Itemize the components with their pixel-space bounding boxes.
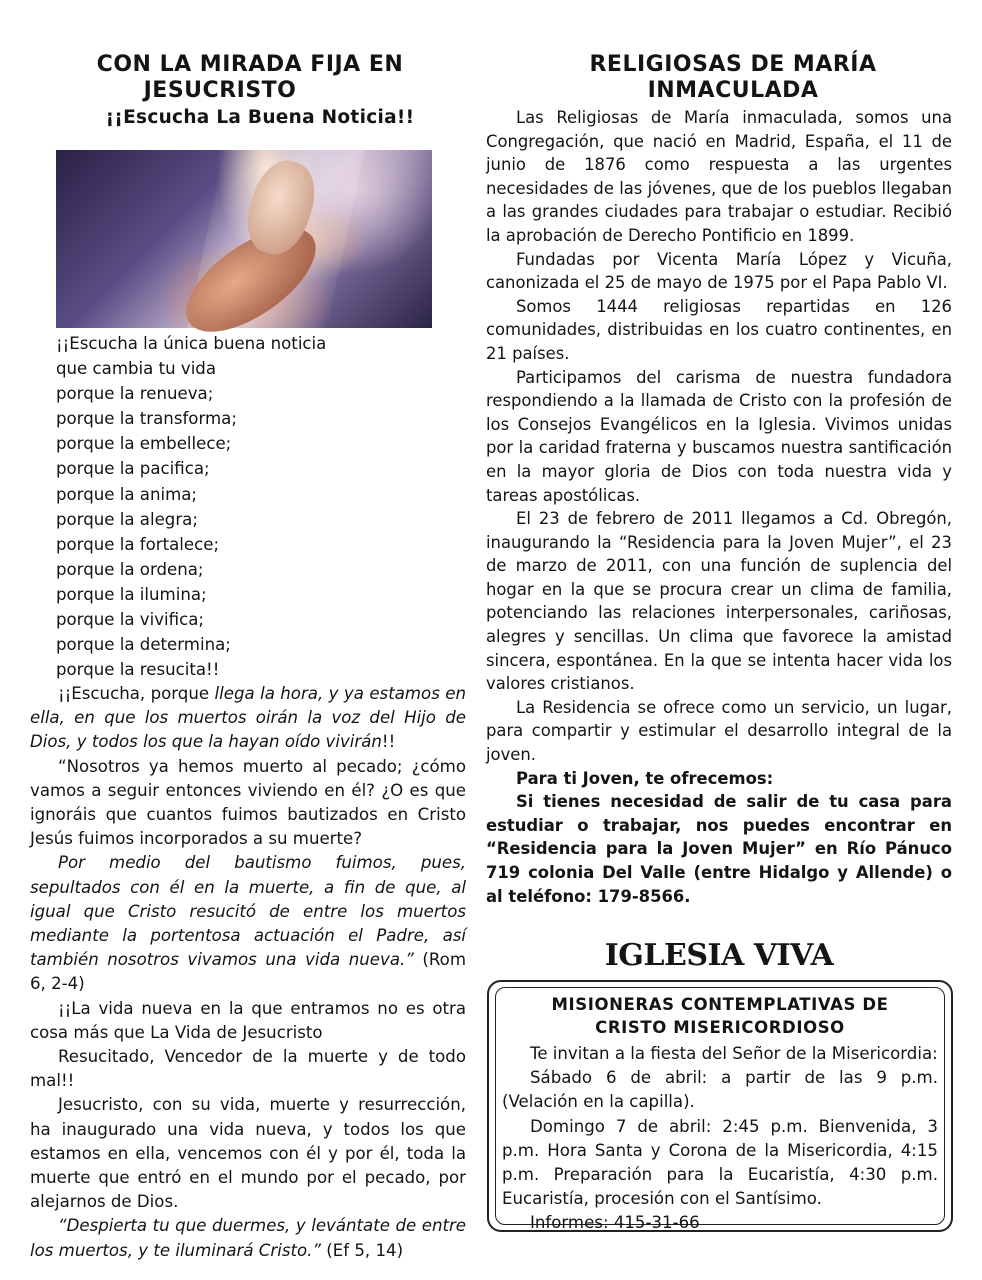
verse-line: porque la fortalece; bbox=[56, 534, 220, 554]
verse-line: porque la ilumina; bbox=[56, 584, 207, 604]
right-title-line1: RELIGIOSAS DE MARÍA bbox=[589, 52, 877, 77]
right-paragraph: Fundadas por Vicenta María López y Vicuña, canonizada el 25 de mayo de 1975 por el Papa Pablo VI. bbox=[486, 249, 952, 293]
verse-line: porque la embellece; bbox=[56, 434, 232, 454]
verse-line: porque la anima; bbox=[56, 484, 198, 504]
verse-line: porque la alegra; bbox=[56, 509, 198, 529]
offer-heading: Para ti Joven, te ofrecemos: bbox=[516, 768, 774, 788]
announcement-box bbox=[487, 980, 953, 1232]
box-contact: Informes: 415-31-66 bbox=[530, 1213, 700, 1233]
left-paragraph: Jesucristo, con su vida, muerte y resurrección, ha inaugurado una vida nueva, y todos los que estamos en ella, vencemos con él y por él, toda la muerte que entró en el mundo por el pecado, por alejarnos de Dios. bbox=[30, 1095, 466, 1212]
box-paragraph: Domingo 7 de abril: 2:45 p.m. Bienvenida, 3 p.m. Hora Santa y Corona de la Misericordia, 4:15 p.m. Preparación para la Eucaristía, 4:30 p.m. Eucaristía, procesión con el Santísimo. bbox=[502, 1116, 938, 1209]
verse-line: ¡¡Escucha la única buena noticia bbox=[56, 334, 327, 353]
verse-line: porque la pacifica; bbox=[56, 459, 210, 479]
left-article-title bbox=[30, 52, 470, 104]
verse-line: porque la determina; bbox=[56, 635, 231, 655]
box-title: MISIONERAS CONTEMPLATIVAS DE CRISTO MISERICORDIOSO bbox=[551, 995, 889, 1037]
iglesia-viva-heading: IGLESIA VIVA bbox=[604, 938, 834, 973]
offer-details: Si tienes necesidad de salir de tu casa para estudiar o trabajar, nos puedes encontrar en “Residencia para la Joven Mujer” en Río Pánuco 719 colonia Del Valle (entre Hidalgo y Allende) o al teléfono: 179-8566. bbox=[486, 792, 952, 906]
left-column bbox=[30, 52, 470, 130]
verse-line: porque la transforma; bbox=[56, 409, 237, 429]
right-body bbox=[486, 106, 952, 908]
left-paragraph: ¡¡Escucha, porque llega la hora, y ya estamos en ella, en que los muertos oirán la voz del Hijo de Dios, y todos los que la hayan oído vivirán!! bbox=[30, 684, 466, 752]
left-subtitle: ¡¡Escucha La Buena Noticia!! bbox=[105, 107, 415, 128]
box-paragraph: Sábado 6 de abril: a partir de las 9 p.m. (Velación en la capilla). bbox=[502, 1068, 938, 1112]
left-title-line1: CON LA MIRADA FIJA EN bbox=[96, 52, 404, 77]
left-title-line2: JESUCRISTO bbox=[143, 78, 297, 103]
left-paragraph: ¡¡La vida nueva en la que entramos no es otra cosa más que La Vida de Jesucristo bbox=[30, 998, 466, 1042]
right-article-title bbox=[514, 52, 952, 104]
verse-list bbox=[56, 331, 476, 682]
left-paragraph: Por medio del bautismo fuimos, pues, sepultados con él en la muerte, a fin de que, al igual que Cristo resucitó de entre los muertos mediante la portentosa actuación el Padre, así también nosotros vivamos una vida nueva.” (Rom 6, 2-4) bbox=[30, 853, 466, 994]
left-paragraph: “Despierta tu que duermes, y levántate de entre los muertos, y te iluminará Cristo.” (Ef 5, 14) bbox=[30, 1216, 466, 1260]
right-title-line2: INMACULADA bbox=[647, 78, 819, 103]
right-paragraph: Las Religiosas de María inmaculada, somos una Congregación, que nació en Madrid, España, el 11 de junio de 1876 como respuesta a las urgentes necesidades de las jóvenes, que de los pueblos llegaban a las grandes ciudades para trabajar o estudiar. Recibió la aprobación de Derecho Pontificio en 1899. bbox=[486, 108, 952, 245]
verse-line: porque la resucita!! bbox=[56, 660, 220, 680]
right-column bbox=[486, 52, 952, 908]
verse-line: que cambia tu vida bbox=[56, 359, 217, 379]
left-paragraph: Resucitado, Vencedor de la muerte y de todo mal!! bbox=[30, 1047, 466, 1091]
right-paragraph: El 23 de febrero de 2011 llegamos a Cd. Obregón, inaugurando la “Residencia para la Joven Mujer”, el 23 de marzo de 2011, con una función de suplencia del hogar en la que se procura crear un clima de familia, potenciando las relaciones interpersonales, cariñosas, alegres y sencillas. Un clima que favorece la amistad sincera, espontánea. En la que se intenta hacer vida los valores cristianos. bbox=[486, 509, 952, 694]
verse-line: porque la ordena; bbox=[56, 559, 204, 579]
left-paragraph: “Nosotros ya hemos muerto al pecado; ¿cómo vamos a seguir entonces viviendo en él? ¿O es que ignoráis que cuantos fuimos bautizados en Cristo Jesús fuimos incorporados a su muerte? bbox=[30, 756, 466, 849]
box-paragraph: Te invitan a la fiesta del Señor de la Misericordia: bbox=[530, 1044, 938, 1063]
verse-line: porque la renueva; bbox=[56, 384, 214, 404]
clasped-hands-image bbox=[56, 150, 432, 328]
right-paragraph: Participamos del carisma de nuestra fundadora respondiendo a la llamada de Cristo con la profesión de los Consejos Evangélicos en la Iglesia. Vivimos unidas por la caridad fraterna y buscamos nuestra santificación en la mayor gloria de Dios con toda nuestra vida y tareas apostólicas. bbox=[486, 367, 952, 505]
right-paragraph: Somos 1444 religiosas repartidas en 126 comunidades, distribuidas en los cuatro continentes, en 21 países. bbox=[486, 296, 952, 363]
left-body bbox=[30, 682, 466, 1263]
verse-line: porque la vivifica; bbox=[56, 610, 204, 630]
right-paragraph: La Residencia se ofrece como un servicio, un lugar, para compartir y estimular el desarrollo integral de la joven. bbox=[486, 697, 952, 765]
